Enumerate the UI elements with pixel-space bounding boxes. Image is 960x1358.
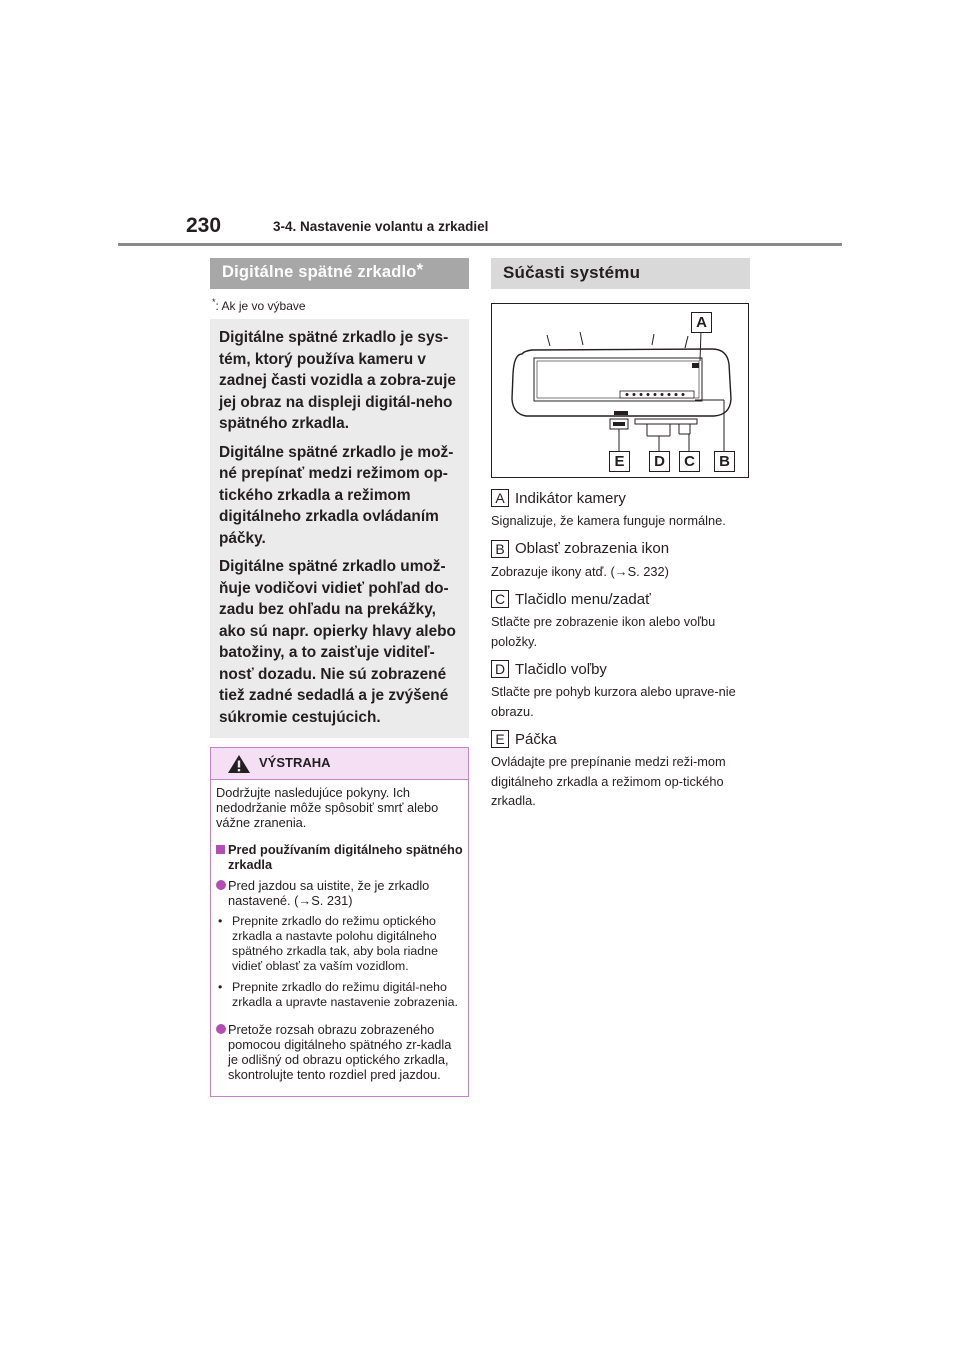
round-bullet-icon (216, 880, 226, 890)
warning-title: VÝSTRAHA (259, 755, 331, 770)
right-column (491, 258, 750, 820)
part-letter: A (491, 489, 509, 507)
mirror-diagram (491, 303, 749, 478)
part-item (491, 590, 750, 651)
warning-subheading-row (216, 842, 463, 872)
callout-label-a: A (691, 312, 712, 333)
optional-footnote (210, 297, 469, 313)
part-letter: D (491, 660, 509, 678)
dot-bullet: • (218, 914, 223, 928)
warning-box (210, 747, 469, 1097)
part-letter: B (491, 540, 509, 558)
callout-label-b: B (714, 451, 735, 472)
warning-subitem (216, 980, 463, 1010)
part-description: Zobrazuje ikony atď. (→S. 232) (491, 563, 669, 579)
optional-equipment-mark: * (416, 261, 424, 279)
warning-subheading: Pred používaním digitálneho spätného zrkadla (228, 842, 463, 872)
system-parts-heading-text: Súčasti systému (503, 263, 641, 282)
part-item (491, 489, 750, 531)
part-description: Ovládajte pre prepínanie medzi reži-mom digitálneho zrkadla a režimom op-tického zrkadla. (491, 754, 726, 808)
warning-subitem-text: Prepnite zrkadlo do režimu optického zrkadla a nastavte polohu digitálneho spätného zrkadla tak, aby bola riadne vidieť oblasť za vaším vozidlom. (232, 914, 438, 973)
warning-item-text: Pretože rozsah obrazu zobrazeného pomocou digitálneho spätného zr-kadla je odlišný od obrazu optického zrkadla, skontrolujte tento rozdiel pred jazdou. (228, 1022, 452, 1082)
part-letter: E (491, 730, 509, 748)
callout-label-c: C (679, 451, 700, 472)
intro-box (210, 319, 469, 738)
warning-body (211, 780, 468, 1096)
page-number: 230 (186, 214, 222, 237)
warning-item (216, 1022, 463, 1082)
part-title: Indikátor kamery (515, 489, 626, 507)
digital-mirror-heading-text: Digitálne spätné zrkadlo (222, 263, 417, 281)
part-letter: C (491, 590, 509, 608)
dot-bullet: • (218, 980, 223, 994)
part-description: Stlačte pre zobrazenie ikon alebo voľbu položky. (491, 614, 716, 649)
footnote-mark: * (212, 297, 216, 307)
section-title: 3-4. Nastavenie volantu a zrkadiel (273, 219, 489, 234)
part-item (491, 540, 750, 582)
system-parts-heading (491, 258, 750, 289)
warning-header (211, 748, 468, 780)
part-description: Signalizuje, že kamera funguje normálne. (491, 513, 726, 528)
warning-subitem-text: Prepnite zrkadlo do režimu digitál-neho zrkadla a upravte nastavenie zobrazenia. (232, 980, 458, 1009)
callout-label-d: D (649, 451, 670, 472)
parts-list (491, 489, 750, 811)
intro-paragraph: Digitálne spätné zrkadlo je mož-né prepínať medzi režimom op-tického zrkadla a režimom digitálneho zrkadla ovládaním páčky. (219, 443, 454, 547)
digital-mirror-heading (210, 258, 469, 289)
intro-paragraph: Digitálne spätné zrkadlo umož-ňuje vodičovi vidieť pohľad do-zadu bez ohľadu na prekážky, ako sú napr. opierky hlavy alebo batožiny, a to zaisťuje viditeľ-nosť dozadu. Nie sú zobrazené tiež zadné sedadlá a je zvýšené súkromie cestujúcich. (219, 558, 456, 726)
warning-item (216, 878, 463, 908)
part-title: Tlačidlo voľby (515, 660, 607, 678)
left-column (210, 258, 469, 1097)
intro-paragraph: Digitálne spätné zrkadlo je sys-tém, ktorý používa kameru v zadnej časti vozidla a zobra-zuje jej obraz na displeji digitál-neho spätného zrkadla. (219, 329, 456, 432)
part-item (491, 660, 750, 721)
part-title: Oblasť zobrazenia ikon (515, 540, 670, 557)
part-item (491, 730, 750, 811)
footnote-text: : Ak je vo výbave (215, 299, 306, 313)
warning-subitem (216, 914, 463, 974)
warning-intro: Dodržujte nasledujúce pokyny. Ich nedodržanie môže spôsobiť smrť alebo vážne zranenia. (216, 785, 439, 830)
header-divider (118, 243, 842, 246)
square-bullet-icon (216, 845, 225, 854)
round-bullet-icon (216, 1024, 226, 1034)
warning-item-text: Pred jazdou sa uistite, že je zrkadlo nastavené. (→S. 231) (228, 878, 430, 908)
part-title: Tlačidlo menu/zadať (515, 590, 651, 608)
callout-label-e: E (609, 451, 630, 472)
part-title: Páčka (515, 730, 557, 748)
part-description: Stlačte pre pohyb kurzora alebo uprave-nie obrazu. (491, 684, 736, 719)
warning-triangle-icon (227, 754, 251, 774)
